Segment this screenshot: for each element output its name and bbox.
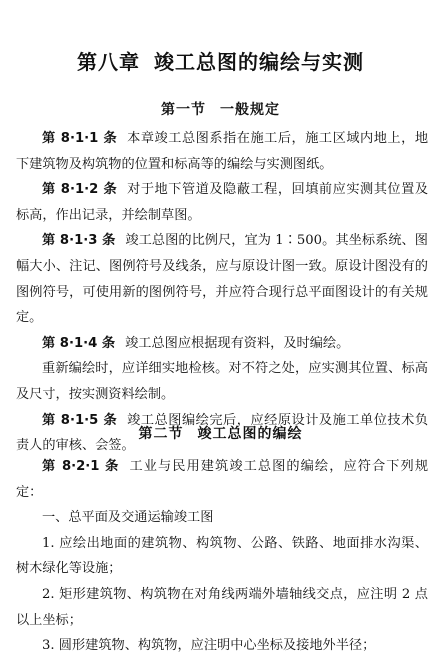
clause-text: 竣工总图的比例尺，宜为 1∶500。其坐标系统、图幅大小、注记、图例符号及线条，应与原设计图一致。原设计图没有的图例符号，可使用新的图例符号，并应符合现行总平面图设计的有关规定。 [16, 233, 428, 326]
clause-number: 第 8·1·2 条 [42, 182, 118, 198]
clause-text: 1. 应绘出地面的建筑物、构筑物、公路、铁路、地面排水沟渠、树木绿化等设施； [16, 535, 428, 577]
section-2-heading [0, 420, 441, 448]
clause-text: 对于地下管道及隐蔽工程，回填前应实测其位置及标高，作出记录，并绘制草图。 [16, 182, 429, 223]
list-item [16, 531, 428, 582]
section-1-heading [0, 96, 441, 124]
clause-text: 重新编绘时，应详细实地检核。对不符之处，应实测其位置、标高及尺寸，按实测资料绘制。 [16, 361, 428, 402]
clause-text: 工业与民用建筑竣工总图的编绘，应符合下列规定： [16, 459, 429, 500]
clause-8-1-3 [16, 228, 428, 330]
list-item [16, 633, 428, 659]
clause-number: 第 8·2·1 条 [42, 459, 120, 474]
list-heading [16, 505, 428, 531]
section-1-title: 一般规定 [220, 102, 280, 118]
clause-text: 本章竣工总图系指在施工后，施工区域内地上，地下建筑物及构筑物的位置和标高等的编绘与实测图纸。 [16, 131, 429, 172]
clause-number: 第 8·1·1 条 [42, 131, 118, 146]
clause-8-2-1 [16, 454, 428, 505]
section-2-title: 竣工总图的编绘 [197, 426, 303, 442]
section-2-body [16, 454, 428, 659]
chapter-title [0, 46, 441, 75]
section-1-body [16, 126, 428, 459]
section-2-number: 第二节 [138, 426, 184, 442]
clause-text: 一、总平面及交通运输竣工图 [42, 510, 214, 526]
list-item [16, 582, 428, 633]
chapter-number: 第八章 [77, 50, 140, 74]
clause-number: 第 8·1·5 条 [42, 412, 118, 428]
clause-8-1-4 [16, 331, 428, 357]
clause-number: 第 8·1·4 条 [42, 335, 116, 351]
clause-text: 竣工总图编绘完后，应经原设计及施工单位技术负责人的审核、会签。 [16, 412, 429, 454]
clause-text: 3. 圆形建筑物、构筑物，应注明中心坐标及接地外半径； [42, 638, 376, 654]
chapter-name: 竣工总图的编绘与实测 [154, 50, 364, 74]
clause-number: 第 8·1·3 条 [42, 233, 116, 249]
clause-8-1-2 [16, 177, 428, 228]
section-1-number: 第一节 [161, 102, 206, 118]
clause-text: 竣工总图应根据现有资料，及时编绘。 [125, 335, 350, 351]
clause-8-1-4-continued [16, 356, 428, 407]
clause-8-1-1 [16, 126, 428, 177]
clause-text: 2. 矩形建筑物、构筑物在对角线两端外墙轴线交点，应注明 2 点以上坐标； [16, 586, 428, 628]
